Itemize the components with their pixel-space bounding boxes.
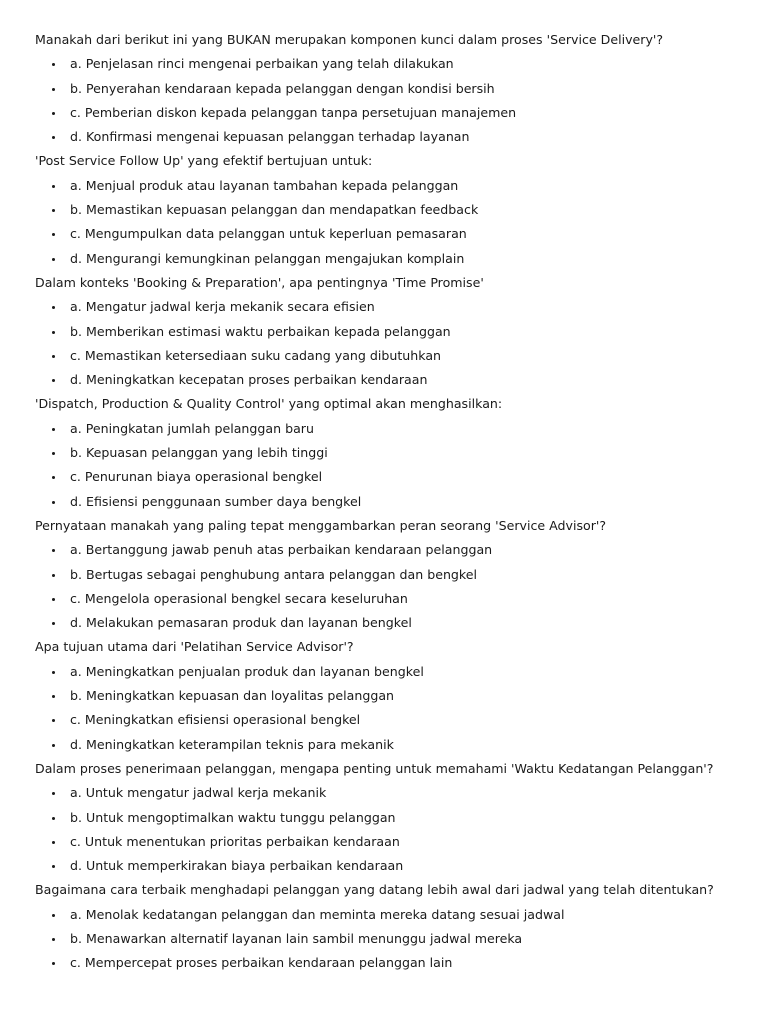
option-list	[35, 538, 755, 635]
option-item: d. Melakukan pemasaran produk dan layanan bengkel	[35, 611, 755, 635]
option-item: d. Untuk memperkirakan biaya perbaikan kendaraan	[35, 854, 755, 878]
option-item: b. Memberikan estimasi waktu perbaikan kepada pelanggan	[35, 320, 755, 344]
option-item: b. Meningkatkan kepuasan dan loyalitas pelanggan	[35, 684, 755, 708]
option-item: d. Efisiensi penggunaan sumber daya bengkel	[35, 490, 755, 514]
option-item: a. Bertanggung jawab penuh atas perbaikan kendaraan pelanggan	[35, 538, 755, 562]
option-item: c. Mengelola operasional bengkel secara keseluruhan	[35, 587, 755, 611]
option-item: b. Kepuasan pelanggan yang lebih tinggi	[35, 441, 755, 465]
option-item: a. Menolak kedatangan pelanggan dan meminta mereka datang sesuai jadwal	[35, 903, 755, 927]
option-list	[35, 174, 755, 271]
option-item: a. Penjelasan rinci mengenai perbaikan yang telah dilakukan	[35, 52, 755, 76]
option-list	[35, 903, 755, 976]
option-item: b. Menawarkan alternatif layanan lain sambil menunggu jadwal mereka	[35, 927, 755, 951]
option-item: d. Meningkatkan keterampilan teknis para mekanik	[35, 733, 755, 757]
option-item: c. Penurunan biaya operasional bengkel	[35, 465, 755, 489]
option-item: b. Untuk mengoptimalkan waktu tunggu pelanggan	[35, 806, 755, 830]
question-text: Manakah dari berikut ini yang BUKAN merupakan komponen kunci dalam proses 'Service Delivery'?	[35, 32, 664, 47]
option-item: d. Konfirmasi mengenai kepuasan pelanggan terhadap layanan	[35, 125, 755, 149]
option-list	[35, 417, 755, 514]
option-item: c. Meningkatkan efisiensi operasional bengkel	[35, 708, 755, 732]
option-list	[35, 295, 755, 392]
option-item: a. Meningkatkan penjualan produk dan layanan bengkel	[35, 660, 755, 684]
option-list	[35, 781, 755, 878]
option-item: a. Menjual produk atau layanan tambahan kepada pelanggan	[35, 174, 755, 198]
question-text: Dalam proses penerimaan pelanggan, mengapa penting untuk memahami 'Waktu Kedatangan Pelanggan'?	[35, 760, 714, 776]
document-body	[35, 28, 755, 976]
option-item: a. Mengatur jadwal kerja mekanik secara efisien	[35, 295, 755, 319]
option-item: a. Peningkatan jumlah pelanggan baru	[35, 417, 755, 441]
option-item: d. Mengurangi kemungkinan pelanggan mengajukan komplain	[35, 247, 755, 271]
question-text: Apa tujuan utama dari 'Pelatihan Service Advisor'?	[35, 639, 354, 655]
option-list	[35, 52, 755, 149]
option-item: c. Pemberian diskon kepada pelanggan tanpa persetujuan manajemen	[35, 101, 755, 125]
question-text: 'Dispatch, Production & Quality Control' yang optimal akan menghasilkan:	[35, 396, 503, 412]
option-item: b. Bertugas sebagai penghubung antara pelanggan dan bengkel	[35, 563, 755, 587]
option-item: c. Mempercepat proses perbaikan kendaraan pelanggan lain	[35, 951, 755, 975]
option-item: c. Memastikan ketersediaan suku cadang yang dibutuhkan	[35, 344, 755, 368]
option-item: c. Untuk menentukan prioritas perbaikan kendaraan	[35, 830, 755, 854]
question-text: Bagaimana cara terbaik menghadapi pelanggan yang datang lebih awal dari jadwal yang telah ditentukan?	[35, 882, 714, 898]
option-item: b. Memastikan kepuasan pelanggan dan mendapatkan feedback	[35, 198, 755, 222]
option-item: d. Meningkatkan kecepatan proses perbaikan kendaraan	[35, 368, 755, 392]
question-text: Pernyataan manakah yang paling tepat menggambarkan peran seorang 'Service Advisor'?	[35, 517, 607, 533]
option-list	[35, 660, 755, 757]
question-text: 'Post Service Follow Up' yang efektif bertujuan untuk:	[35, 153, 373, 169]
option-item: c. Mengumpulkan data pelanggan untuk keperluan pemasaran	[35, 222, 755, 246]
option-item: a. Untuk mengatur jadwal kerja mekanik	[35, 781, 755, 805]
question-text: Dalam konteks 'Booking & Preparation', apa pentingnya 'Time Promise'	[35, 274, 484, 290]
option-item: b. Penyerahan kendaraan kepada pelanggan dengan kondisi bersih	[35, 77, 755, 101]
